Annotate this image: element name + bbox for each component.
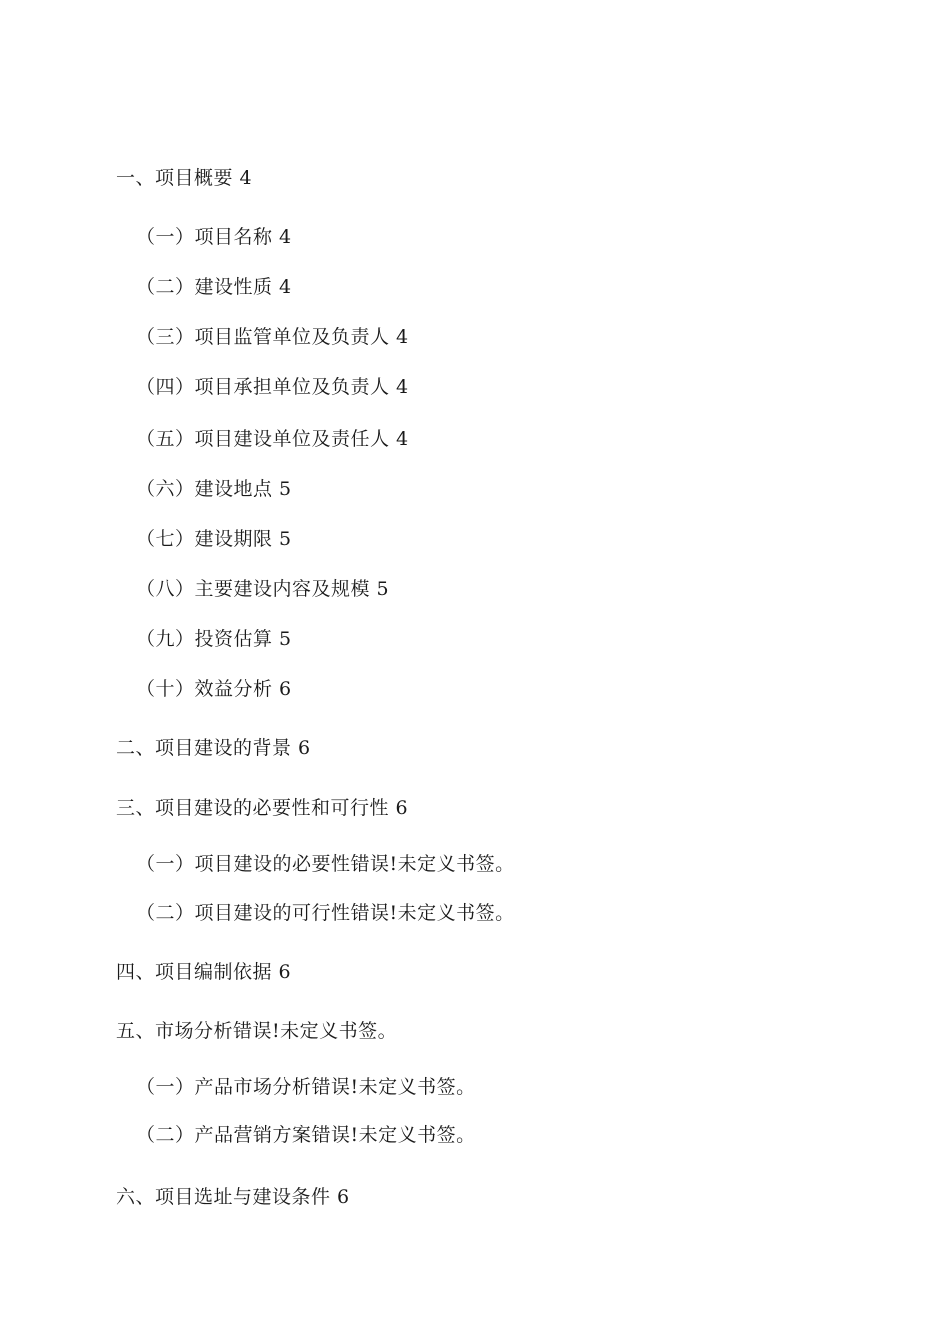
toc-entry-1-7[interactable]: （七）建设期限 5 <box>136 528 292 550</box>
toc-entry-1-6[interactable]: （六）建设地点 5 <box>136 478 292 500</box>
toc-entry-1-8[interactable]: （八）主要建设内容及规模 5 <box>136 578 390 600</box>
toc-entry-1-3[interactable]: （三）项目监管单位及负责人 4 <box>136 326 409 348</box>
toc-entry-1-10[interactable]: （十）效益分析 6 <box>136 678 292 700</box>
toc-entry-4[interactable]: 四、项目编制依据 6 <box>116 961 292 983</box>
toc-entry-5[interactable]: 五、市场分析错误!未定义书签。 <box>116 1020 398 1042</box>
toc-entry-3-2[interactable]: （二）项目建设的可行性错误!未定义书签。 <box>136 902 515 924</box>
toc-entry-1-2[interactable]: （二）建设性质 4 <box>136 276 292 298</box>
toc-entry-2[interactable]: 二、项目建设的背景 6 <box>116 737 311 759</box>
toc-entry-5-1[interactable]: （一）产品市场分析错误!未定义书签。 <box>136 1076 476 1098</box>
toc-entry-3-1[interactable]: （一）项目建设的必要性错误!未定义书签。 <box>136 853 515 875</box>
toc-entry-1-4[interactable]: （四）项目承担单位及负责人 4 <box>136 376 409 398</box>
toc-entry-1-1[interactable]: （一）项目名称 4 <box>136 226 292 248</box>
toc-entry-1-5[interactable]: （五）项目建设单位及责任人 4 <box>136 428 409 450</box>
toc-entry-5-2[interactable]: （二）产品营销方案错误!未定义书签。 <box>136 1124 476 1146</box>
toc-entry-1[interactable]: 一、项目概要 4 <box>116 167 253 189</box>
toc-entry-6[interactable]: 六、项目选址与建设条件 6 <box>116 1186 350 1208</box>
toc-entry-1-9[interactable]: （九）投资估算 5 <box>136 628 292 650</box>
toc-entry-3[interactable]: 三、项目建设的必要性和可行性 6 <box>116 797 409 819</box>
